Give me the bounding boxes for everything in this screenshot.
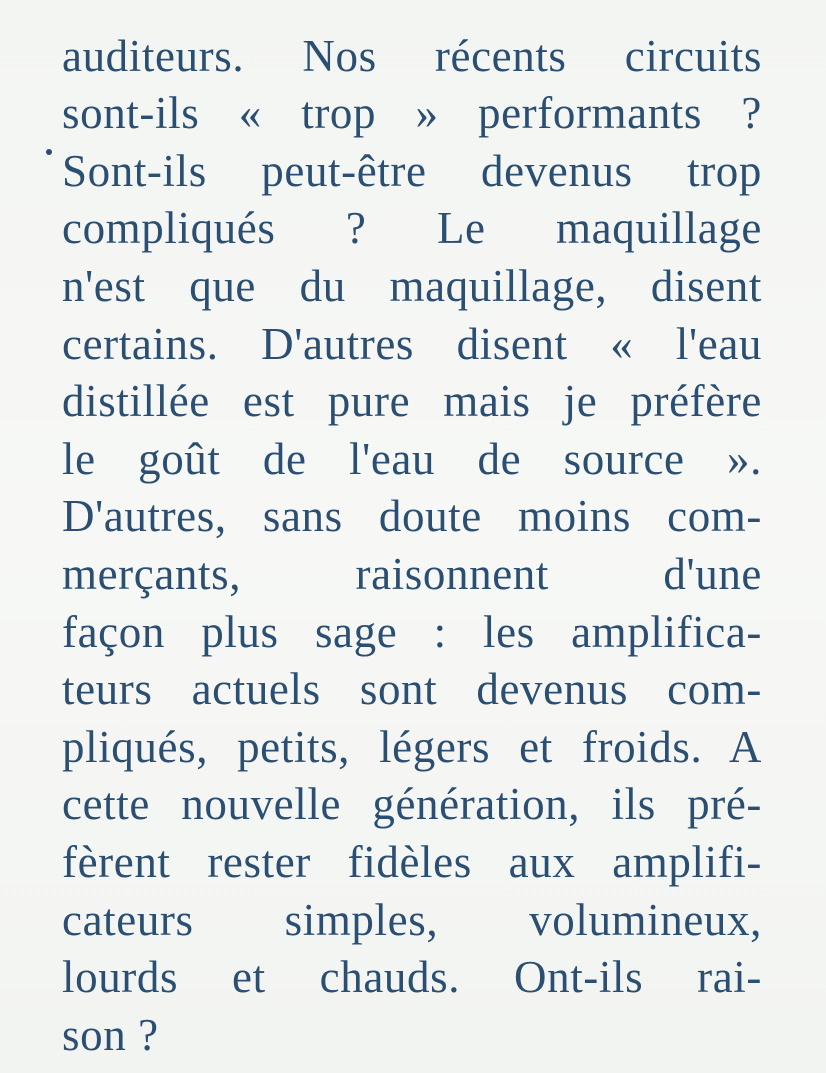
text-line: façon plus sage : les amplifica- — [62, 606, 762, 657]
text-line: cette nouvelle génération, ils pré- — [62, 779, 762, 830]
text-line: Sont-ils peut-être devenus trop — [62, 145, 762, 196]
article-paragraph — [62, 0, 762, 1064]
text-line: compliqués ? Le maquillage — [62, 203, 762, 254]
text-line: certains. D'autres disent « l'eau — [62, 318, 762, 369]
stray-mark — [46, 149, 52, 155]
text-line: sont-ils « trop » performants ? — [62, 88, 762, 139]
text-line: cateurs simples, volumineux, — [62, 894, 762, 945]
text-line: teurs actuels sont devenus com- — [62, 664, 762, 715]
text-line-final: son ? — [62, 1009, 159, 1060]
text-line: fèrent rester fidèles aux amplifi- — [62, 836, 762, 887]
text-line: pliqués, petits, légers et froids. A — [62, 721, 762, 772]
text-line: auditeurs. Nos récents circuits — [62, 30, 762, 81]
text-line: lourds et chauds. Ont-ils rai- — [62, 952, 762, 1003]
text-line: merçants, raisonnent d'une — [62, 548, 762, 599]
text-line: n'est que du maquillage, disent — [62, 260, 762, 311]
text-line: D'autres, sans doute moins com- — [62, 491, 762, 542]
text-line: distillée est pure mais je préfère — [62, 376, 762, 427]
text-line: le goût de l'eau de source ». — [62, 433, 762, 484]
text-line-cut — [62, 0, 762, 28]
